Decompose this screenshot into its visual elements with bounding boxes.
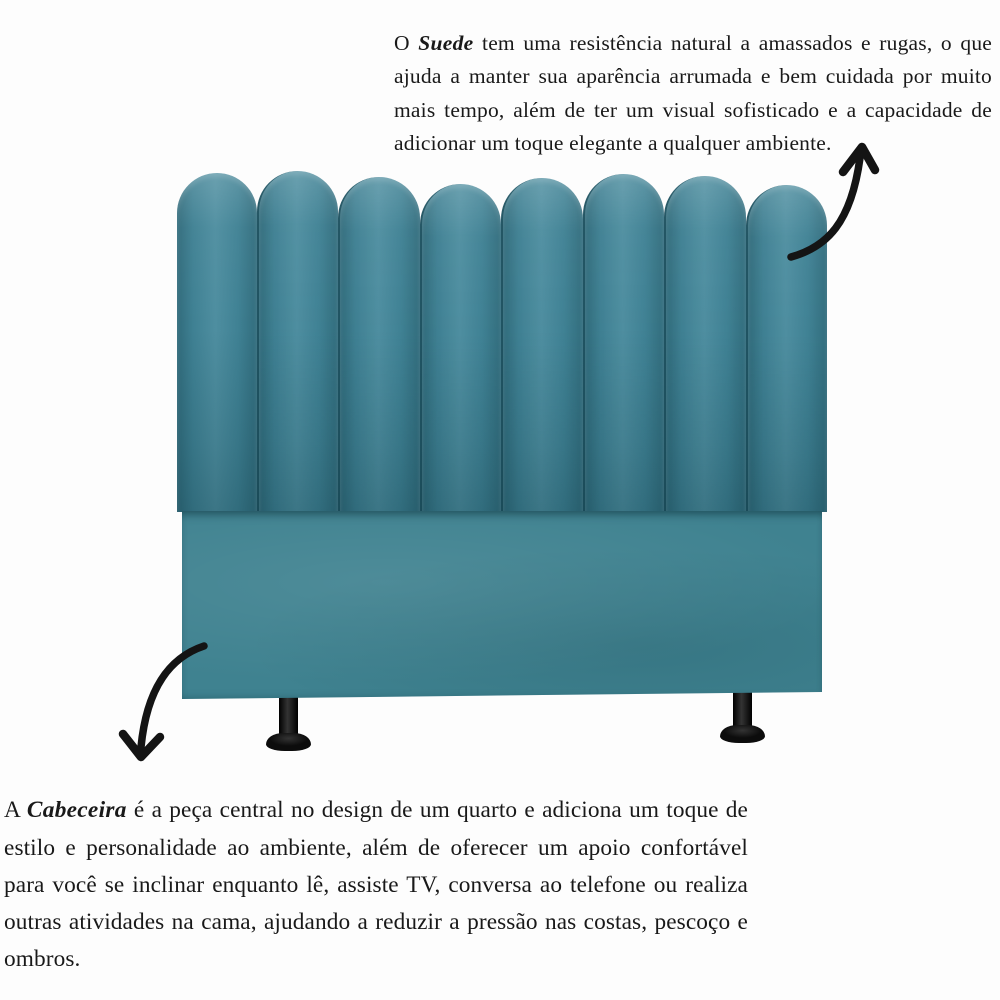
- cabeceira-term: Cabeceira: [26, 797, 127, 824]
- cabeceira-paragraph: [4, 792, 748, 978]
- suede-paragraph-prefix: O: [394, 30, 410, 55]
- suede-paragraph-body: tem uma resistência natural a amassados e rugas, o que ajuda a manter sua aparência arrumada e bem cuidada por muito mais tempo, além de ter um visual sofisticado e a capacidade de adicionar um toque elegante a qualquer ambiente.: [394, 30, 993, 156]
- suede-paragraph: [394, 27, 992, 161]
- headboard-image: [177, 170, 827, 760]
- headboard-panel: [257, 171, 339, 512]
- headboard-panel: [177, 173, 257, 512]
- headboard-panel: [420, 184, 502, 512]
- leg-foot: [266, 733, 311, 751]
- cabeceira-paragraph-prefix: A: [4, 797, 20, 824]
- headboard-base: [182, 511, 822, 699]
- headboard-panel: [338, 177, 420, 512]
- headboard-panel: [583, 174, 665, 512]
- headboard-panel: [746, 185, 828, 512]
- cabeceira-paragraph-body: é a peça central no design de um quarto e adiciona um toque de estilo e personalidade ao ambiente, além de oferecer um apoio confortável para você se inclinar enquanto lê, assiste TV, conversa ao telefone ou realiza outras atividades na cama, ajudando a reduzir a pressão nas costas, pescoço e ombros.: [4, 797, 748, 973]
- suede-term: Suede: [418, 30, 474, 55]
- headboard-panel: [501, 178, 583, 512]
- headboard-panels: [177, 170, 827, 512]
- leg-foot: [720, 725, 765, 743]
- headboard-panel: [664, 176, 746, 512]
